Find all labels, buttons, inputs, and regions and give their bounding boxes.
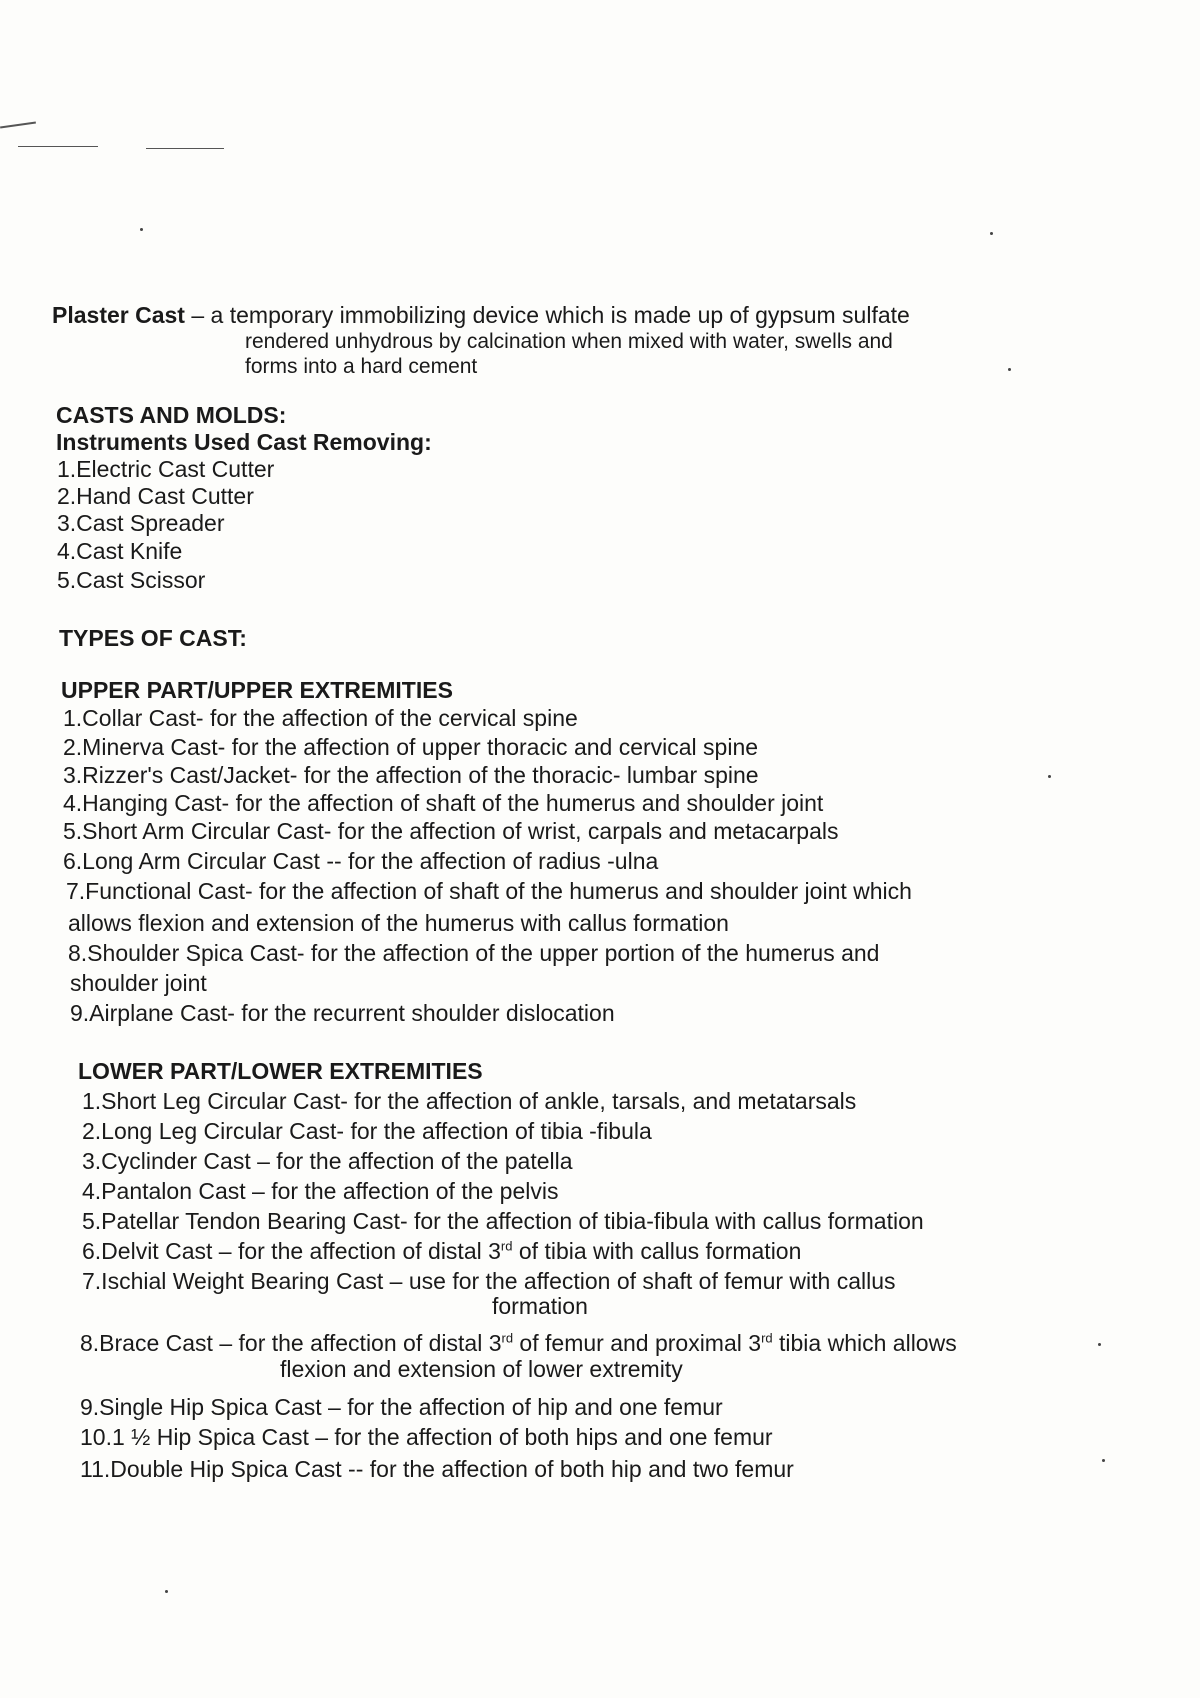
definition-line-2: rendered unhydrous by calcination when mixed with water, swells and xyxy=(245,330,893,353)
casts-heading: CASTS AND MOLDS: xyxy=(56,402,287,428)
definition-dash: – xyxy=(184,302,211,328)
upper-item: 6.Long Arm Circular Cast -- for the affection of radius -ulna xyxy=(63,848,659,874)
upper-item: 9.Airplane Cast- for the recurrent shoulder dislocation xyxy=(70,1000,615,1026)
lower-item-6-text: 6.Delvit Cast – for the affection of distal 3 xyxy=(82,1238,501,1264)
lower-item: 1.Short Leg Circular Cast- for the affection of ankle, tarsals, and metatarsals xyxy=(82,1088,857,1114)
definition-text-1: a temporary immobilizing device which is made up of gypsum sulfate xyxy=(210,302,910,328)
scan-mark xyxy=(0,122,36,129)
instrument-item: 5.Cast Scissor xyxy=(57,567,206,593)
scan-mark xyxy=(18,146,98,147)
lower-heading: LOWER PART/LOWER EXTREMITIES xyxy=(78,1058,483,1084)
lower-item: 7.Ischial Weight Bearing Cast – use for the affection of shaft of femur with callus xyxy=(82,1268,896,1294)
lower-item xyxy=(80,1330,957,1356)
lower-item-8-text: 8.Brace Cast – for the affection of distal 3 xyxy=(80,1330,502,1356)
lower-item-6-text-end: of tibia with callus formation xyxy=(512,1238,802,1264)
instrument-item: 4.Cast Knife xyxy=(57,538,183,564)
upper-heading: UPPER PART/UPPER EXTREMITIES xyxy=(61,677,453,703)
types-heading: TYPES OF CAST: xyxy=(59,625,247,651)
lower-item: 3.Cyclinder Cast – for the affection of the patella xyxy=(82,1148,573,1174)
scan-dot xyxy=(1048,775,1051,778)
lower-item-8-text-end: tibia which allows xyxy=(772,1330,957,1356)
upper-item: 2.Minerva Cast- for the affection of upper thoracic and cervical spine xyxy=(63,734,759,760)
superscript: rd xyxy=(500,1238,513,1254)
lower-item-continuation: flexion and extension of lower extremity xyxy=(280,1356,683,1382)
upper-item: 7.Functional Cast- for the affection of shaft of the humerus and shoulder joint which xyxy=(66,878,912,904)
upper-item: 8.Shoulder Spica Cast- for the affection of the upper portion of the humerus and xyxy=(68,940,880,966)
upper-item: 1.Collar Cast- for the affection of the cervical spine xyxy=(63,705,578,731)
scan-dot xyxy=(165,1590,168,1593)
upper-item: shoulder joint xyxy=(70,970,207,996)
lower-item: 10.1 ½ Hip Spica Cast – for the affection of both hips and one femur xyxy=(80,1424,773,1450)
upper-item: 3.Rizzer's Cast/Jacket- for the affection of the thoracic- lumbar spine xyxy=(63,762,759,788)
lower-item-continuation: formation xyxy=(492,1293,588,1319)
upper-item: 4.Hanging Cast- for the affection of shaft of the humerus and shoulder joint xyxy=(63,790,824,816)
instrument-item: 3.Cast Spreader xyxy=(57,510,225,536)
scan-dot xyxy=(1102,1459,1105,1462)
scan-dot xyxy=(1008,368,1011,371)
lower-item: 11.Double Hip Spica Cast -- for the affection of both hip and two femur xyxy=(80,1456,794,1482)
scan-dot xyxy=(1098,1343,1101,1346)
instrument-item: 2.Hand Cast Cutter xyxy=(57,483,254,509)
upper-item: 5.Short Arm Circular Cast- for the affection of wrist, carpals and metacarpals xyxy=(63,818,839,844)
lower-item: 5.Patellar Tendon Bearing Cast- for the affection of tibia-fibula with callus formation xyxy=(82,1208,924,1234)
scan-dot xyxy=(990,232,993,235)
definition-term: Plaster Cast xyxy=(52,302,185,328)
scan-dot xyxy=(140,228,143,231)
lower-item: 2.Long Leg Circular Cast- for the affection of tibia -fibula xyxy=(82,1118,652,1144)
definition-line-3: forms into a hard cement xyxy=(245,355,478,378)
instruments-heading: Instruments Used Cast Removing: xyxy=(56,429,432,455)
lower-item: 9.Single Hip Spica Cast – for the affection of hip and one femur xyxy=(80,1394,723,1420)
lower-item: 4.Pantalon Cast – for the affection of the pelvis xyxy=(82,1178,559,1204)
instrument-item: 1.Electric Cast Cutter xyxy=(57,456,275,482)
superscript: rd xyxy=(761,1330,773,1346)
superscript: rd xyxy=(501,1330,514,1346)
scan-mark xyxy=(146,148,224,149)
definition-line-1 xyxy=(52,302,910,328)
upper-item: allows flexion and extension of the humerus with callus formation xyxy=(68,910,729,936)
lower-item xyxy=(82,1238,801,1264)
lower-item-8-text-mid: of femur and proximal 3 xyxy=(513,1330,762,1356)
